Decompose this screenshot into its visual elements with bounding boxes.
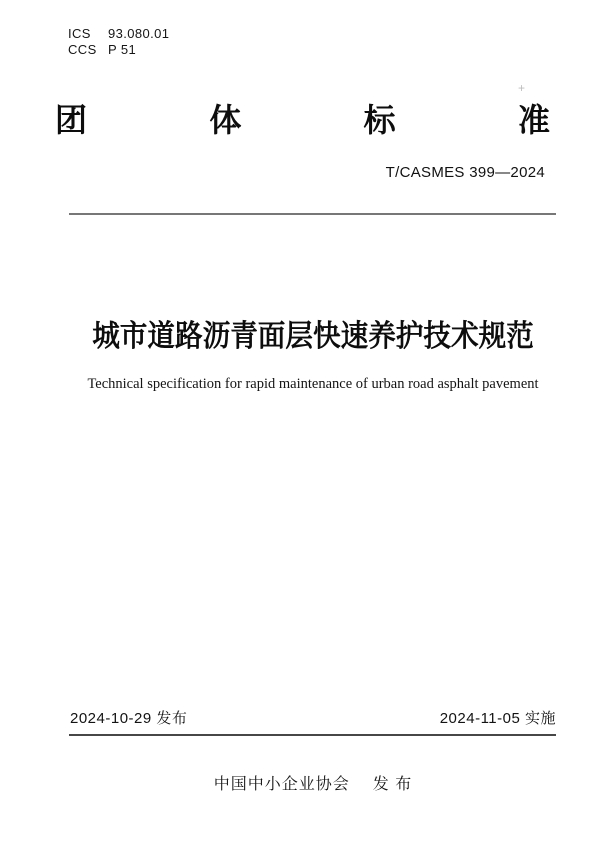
standard-type-banner [55,104,550,136]
banner-char: 体 [209,102,242,138]
ics-code-line [68,26,169,42]
implementation-date: 2024-11-05 实施 [439,710,556,727]
document-title-chinese: 城市道路沥青面层快速养护技术规范 [92,320,534,353]
ics-value: 93.080.01 [108,26,170,41]
publisher-action: 发 布 [372,776,413,793]
banner-char: 团 [55,102,88,138]
ccs-label: CCS [68,42,97,57]
banner-char: 准 [517,102,550,138]
banner-char: 标 [363,102,396,138]
publisher-line [70,776,556,794]
top-divider-line [69,213,556,215]
publisher-name: 中国中小企业协会 [213,776,350,793]
ccs-code-line [68,42,169,58]
dates-row [70,709,556,729]
ics-label: ICS [68,26,91,41]
document-title-english: Technical specification for rapid maintenance of urban road asphalt pavement [87,376,539,392]
standard-number: T/CASMES 399—2024 [385,164,545,181]
issue-date: 2024-10-29 发布 [70,710,188,727]
ccs-value: P 51 [108,42,137,57]
bottom-divider-line [69,734,556,736]
classification-codes [68,26,169,58]
scan-artifact-mark: + [518,81,526,95]
